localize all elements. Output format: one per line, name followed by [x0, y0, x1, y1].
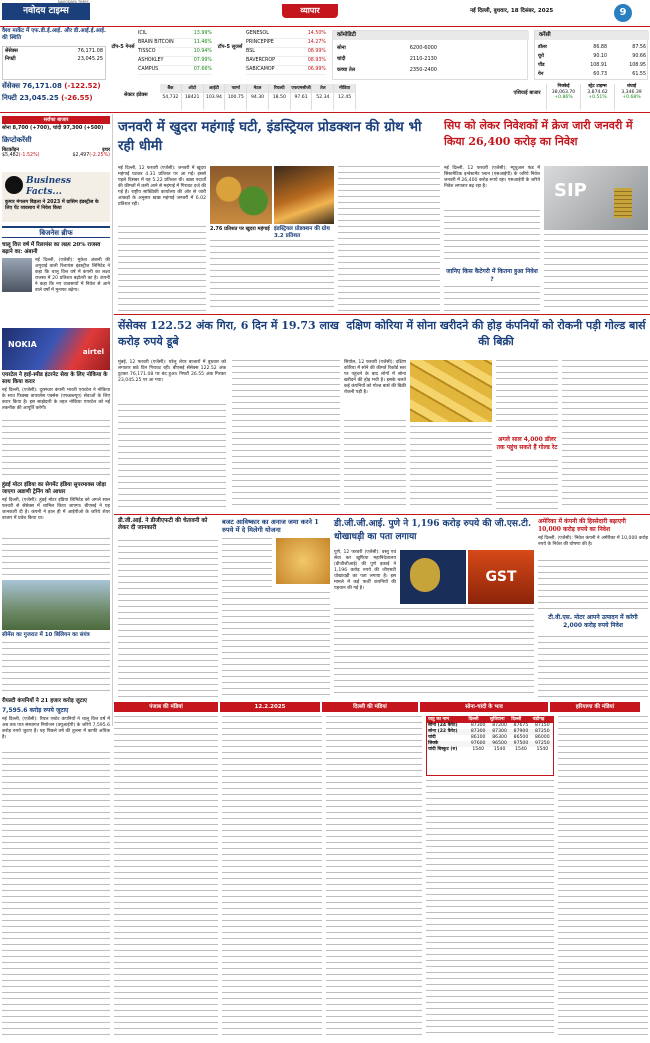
commodity-row	[337, 65, 437, 76]
factory-photo	[274, 166, 334, 224]
commodity-row	[337, 54, 437, 65]
nifty-big-label: निफ्टी	[2, 93, 17, 102]
gold-table-header-cell: दिल्ली	[468, 717, 479, 723]
currency-row	[538, 61, 646, 70]
gold-table-header-cell: दिल्ली	[511, 717, 522, 723]
gold-table-cell: 87675	[513, 723, 529, 729]
main-subhead: 2.76 प्रतिशत पर खुदरा महंगाई	[210, 226, 270, 232]
sector-value: 18421	[184, 95, 200, 100]
mover-change: 14.27%	[307, 40, 326, 45]
sector-cell	[291, 84, 313, 110]
gold-silver-bar: सर्राफा बाजार	[2, 116, 110, 124]
dggi-lines	[334, 608, 534, 698]
world-index-value: 38,063.70	[551, 89, 576, 95]
dggi-body: पुणे, 12 फरवरी (एजेंसी): वस्तु एवं सेवा कर खुफिया महानिदेशालय (डीजीजीआई) की पुणे इकाई ने 1,196 करोड़ रुपये की जीएसटी धोखाधड़ी का पता लगाया है। इस मामले में कई फर्जी कंपनियों की पहचान की गई है।	[334, 550, 396, 591]
korea-col1	[344, 360, 406, 510]
sector-cell	[204, 84, 226, 110]
gold-table-cell: 96500	[492, 741, 507, 747]
nifty-label: निफ्टी	[5, 56, 16, 63]
korea-lines-c	[496, 360, 558, 430]
airtel-photo: NOKIA airtel	[2, 328, 110, 370]
brand-small-label: NAVODAYA TIMES	[58, 0, 89, 4]
sector-name: एफएमसीजी	[291, 86, 311, 91]
mover-row	[138, 57, 212, 66]
sensex-value: 76,171.08	[77, 48, 103, 54]
gold-table-cell: 86000	[535, 735, 550, 741]
currency-title: करेंसी	[539, 32, 551, 38]
currency-sell: 61.55	[632, 71, 646, 77]
budget-title: बजट आविष्कार का अनाज जमा करने 1 रुपये में दे मिलेगी योजना	[222, 518, 319, 534]
dggi-logo-photo	[400, 550, 466, 604]
world-indices	[360, 84, 648, 110]
right-lower-lines	[538, 560, 648, 610]
sip-photo-lines	[544, 234, 648, 312]
gold-table-cell: सोना (22 कैरेट)	[428, 729, 458, 735]
sector-name: रियल्टी	[269, 84, 290, 93]
losers-title: टॉप-5 लूजर्स	[217, 44, 243, 50]
sensex-lines-a	[118, 404, 226, 510]
sensex-body-text: मुंबई, 12 फरवरी (एजेंसी): घरेलू शेयर बाजारों में बुधवार को लगातार छठे दिन गिरावट रही। बीएसई सेंसेक्स 122.52 अंक टूटकर 76,171.08 पर बंद हुआ। निफ्टी 26.55 अंक गिरकर 23,045.25 पर आ गया।	[118, 360, 226, 383]
gold-table-cell: 87200	[492, 723, 507, 729]
sector-cell	[160, 84, 182, 110]
brief-2	[2, 372, 110, 478]
silver-value: 97,300 (+500)	[63, 125, 104, 131]
plant-caption: सीमेंस का गुजरात में 10 बिलियन का संयंत्र	[2, 632, 90, 638]
losers-list	[246, 30, 326, 78]
mover-change: 11.46%	[193, 40, 212, 45]
brief-2-lines	[2, 420, 110, 476]
page-number: 9	[614, 4, 632, 22]
gold-table-cell: 87300	[492, 729, 507, 735]
gold-table-cell: चांदी	[428, 735, 436, 741]
sensex-label: सेंसेक्स	[5, 48, 18, 54]
mover-name: SABICAMOP	[246, 67, 275, 72]
masthead	[0, 0, 650, 26]
gainers-title: टॉप-5 गेनर्स	[111, 44, 135, 50]
gold-value: 8,700 (+700)	[12, 125, 50, 131]
mover-change: 07.66%	[193, 67, 212, 72]
brief-3	[2, 482, 110, 578]
sector-cell	[182, 84, 204, 110]
btc-change: (-1.52%)	[18, 153, 40, 158]
mover-name: BAVERCROP	[246, 58, 276, 63]
world-index-name: शंघाई	[626, 84, 637, 89]
brief-4-value: 7,595.6 करोड़ रुपये जुटाए	[2, 707, 69, 714]
gold-table-cell: 87900	[513, 729, 529, 735]
korea-callout: अगले साल 4,000 डॉलर तक पहुंच सकते हैं गोल्ड रेट	[496, 436, 558, 451]
gold-table-cell: 87250	[535, 729, 550, 735]
brief-3-body: नई दिल्ली, (एजेंसी): हुंडई मोटर इंडिया लिमिटेड को अगले साल फरवरी से सेंसेक्स में शामिल किया जाएगा। बीएसई ने यह जानकारी दी है। कंपनी ने हाल ही में आईपीओ के जरिये शेयर बाजार में प्रवेश किया था।	[2, 498, 110, 521]
brief-2-title: एयरटेल ने हाई-स्पीड इंटरनेट सेवा के लिए नोकिया के साथ किया करार	[2, 372, 108, 385]
sector-table	[124, 84, 356, 110]
brand-logo: नवोदय टाइम्स	[2, 3, 90, 20]
currency-name: पौंड	[538, 62, 545, 68]
sector-name: मीडिया	[334, 84, 355, 93]
mover-change: 14.50%	[307, 31, 326, 36]
commodity-panel	[332, 30, 528, 80]
btc-label: बिटकॉइन	[2, 146, 20, 153]
mandi-gold-lines	[426, 780, 554, 1038]
brief-3-lines	[2, 538, 110, 578]
biz-brief-header	[2, 226, 110, 238]
brief-4-body: नई दिल्ली, (एजेंसी): रियल एस्टेट कंपनियों ने चालू वित्त वर्ष में अब तक पात्र संस्थागत नियोजन (क्यूआईपी) के जरिये 7,595.6 करोड़ रुपये जुटाए हैं। यह पिछले वर्ष की तुलना में काफी अधिक है।	[2, 716, 110, 740]
dggi-title: डी.जी.जी.आई. पुणे ने 1,196 करोड़ रुपये की जी.एस.टी. धोखाधड़ी का पता लगाया	[334, 519, 532, 542]
mover-name: BRAIN BITCOIN	[138, 40, 174, 45]
gold-table-cell: 87300	[470, 729, 486, 735]
gold-table-cell: 97600	[470, 741, 486, 747]
row2-rule	[114, 314, 650, 315]
iip-caption: इंडस्ट्रियल प्रोडक्शन की ग्रोथ 3.2 प्रतिशत	[274, 226, 330, 239]
gold-table-cell: 86100	[470, 735, 486, 741]
brief-1	[2, 242, 110, 326]
masthead-rule	[0, 26, 650, 27]
sector-name: तेल	[312, 84, 333, 93]
sector-value: 100.75	[227, 95, 244, 100]
mover-name: CAMPUS	[138, 67, 159, 72]
sector-value: 54,732	[162, 95, 179, 100]
gold-table-cell: 87300	[470, 723, 486, 729]
crypto-title: क्रिप्टोकरेंसी	[2, 136, 32, 144]
mover-name: PRINCEPIPE	[246, 40, 274, 45]
business-facts	[2, 172, 110, 222]
sector-name: बैंक	[160, 84, 181, 93]
world-index-change: +0.51%	[588, 95, 607, 101]
plant-lines	[2, 642, 110, 694]
world-index-name: निक्केई	[557, 84, 570, 89]
mover-name: ICIL	[138, 31, 147, 36]
nifty-value: 23,045.25	[77, 56, 103, 63]
commodity-name: कच्चा तेल	[337, 67, 356, 74]
gold-rate-table	[426, 716, 554, 776]
sip-body-col1	[444, 166, 540, 312]
world-index-change: +0.68%	[622, 95, 641, 101]
mover-name: GENESOL	[246, 31, 269, 36]
dgft-story	[118, 518, 218, 698]
korea-body: सियोल, 12 फरवरी (एजेंसी): दक्षिण कोरिया में सोने की कीमतें रिकॉर्ड स्तर पर पहुंचने के बाद लोगों में सोना खरीदने की होड़ मची है। इसके चलते कई कंपनियों को गोल्ड बार्स की बिक्री रोकनी पड़ी है।	[344, 360, 406, 395]
commodity-value: 2350-2400	[409, 67, 437, 74]
mover-row	[246, 48, 326, 57]
brief-4-lines	[2, 752, 110, 1036]
commodity-row	[337, 43, 437, 54]
sip-lines-2	[444, 286, 540, 312]
right-lower-body: नई दिल्ली, (एजेंसी): निवेश कंपनी ने अमेरिका में 10,000 करोड़ रुपये के निवेश की घोषणा की है।	[538, 536, 648, 547]
brief-4	[2, 698, 110, 1038]
currency-name: डॉलर	[538, 44, 548, 50]
gold-table-cell: 87150	[535, 723, 550, 729]
right-lower-lines-2	[538, 636, 648, 698]
mandi-tab: सोना-चांदी के भाव	[420, 702, 548, 712]
korea-lines-a	[344, 420, 406, 510]
main-body: नई दिल्ली, 12 फरवरी (एजेंसी): जनवरी में खुदरा महंगाई घटकर 4.31 प्रतिशत पर आ गई। इससे पहले दिसंबर में यह 5.22 प्रतिशत थी। खाद्य पदार्थों की कीमतों में कमी आने से महंगाई में गिरावट दर्ज की गई है। राष्ट्रीय सांख्यिकी कार्यालय की ओर से जारी आंकड़ों के अनुसार खाद्य महंगाई जनवरी में 6.02 प्रतिशत रही।	[118, 166, 206, 207]
sip-headline-box	[444, 118, 648, 162]
right-lower-story	[538, 518, 648, 698]
sensex-small-panel	[2, 46, 106, 80]
left-col-rule	[112, 114, 113, 726]
main-headline: जनवरी में खुदरा महंगाई घटी, इंडस्ट्रियल प्रोडक्शन की ग्रोथ भी रही धीमी	[118, 119, 422, 154]
sector-name: फार्मा	[225, 84, 246, 93]
sensex-headline: सेंसेक्स 122.52 अंक गिरा, 6 दिन में 19.73 लाख करोड़ रुपये डूबे	[118, 319, 339, 348]
gold-table-cell: 97500	[513, 741, 529, 747]
sensex-body	[118, 360, 340, 510]
currency-sell: 108.95	[629, 62, 646, 68]
plant-photo	[2, 580, 110, 630]
mandi-tab: 12.2.2025	[220, 702, 320, 712]
commodity-value: 2110-2130	[409, 56, 437, 63]
brief-1-title: चालू वित्त वर्ष में रिलायंस का लक्ष्य 20% राजस्व बढ़ाने का: अंबानी	[2, 242, 101, 255]
sector-cell	[247, 84, 269, 110]
sector-cell	[312, 84, 334, 110]
sector-cells	[160, 84, 356, 110]
sensex-big-label: सेंसेक्स	[2, 82, 20, 90]
facts-icon	[5, 176, 23, 194]
brief-2-body: नई दिल्ली, (एजेंसी): दूरसंचार कंपनी भारती एयरटेल ने नोकिया के साथ फिक्स्ड वायरलेस एक्सेस (एफडब्ल्यूए) सेवाओं के लिए करार किया है। इस साझेदारी के तहत नोकिया एयरटेल को नई तकनीक की आपूर्ति करेगी।	[2, 388, 110, 411]
mandi-haryana-lines	[558, 716, 648, 1038]
brief-3-title: हुंडई मोटर इंडिया का सेगमेंट इंडिया सुपरमाक्स जोड़ा जाएगा अडाणी ट्रेनिंग को आधार	[2, 482, 106, 495]
dgft-lines	[118, 540, 218, 698]
world-index	[614, 84, 648, 110]
sip-lines	[444, 210, 540, 264]
world-index-name: स्ट्रेट टाइम्स	[588, 84, 607, 89]
silver-label: चांदी	[52, 125, 62, 131]
currency-row	[538, 52, 646, 61]
sector-name: ऑटो	[182, 84, 203, 93]
tvs-subhead: टी.वी.एस. मोटर आपने उत्पादन में करेगी 2,000 करोड़ रुपये निवेश	[548, 614, 638, 629]
mover-name: BSL	[246, 49, 255, 54]
currency-buy: 86.88	[593, 44, 607, 50]
mandi-header-bar	[114, 702, 650, 712]
world-list	[546, 84, 648, 110]
world-index-value: 3,874.62	[587, 89, 608, 95]
eth-value: $2,497	[72, 153, 90, 158]
gold-table-cell: चांदी बिस्कुट (रु)	[428, 747, 458, 753]
gold-table-cell: 97250	[535, 741, 550, 747]
gold-table-cell: 1540	[515, 747, 527, 753]
sensex-big-value: 76,171.08	[22, 82, 62, 90]
mover-name: ASHOKLEY	[138, 58, 164, 63]
sensex-big	[2, 82, 110, 110]
currency-row	[538, 43, 646, 52]
mover-row	[138, 66, 212, 75]
brief-1-body: नई दिल्ली, (एजेंसी): मुकेश अंबानी की अगुवाई वाली रिलायंस इंडस्ट्रीज लिमिटेड ने कहा कि चालू वित्त वर्ष में कंपनी का लक्ष्य राजस्व में 20 प्रतिशत बढ़ोतरी का है। कंपनी ने कहा कि नए व्यवसायों में निवेश से आने वाले वर्षों में मुनाफा बढ़ेगा।	[35, 258, 110, 293]
market-rule	[0, 112, 650, 113]
sensex-big-change: (-122.52)	[64, 82, 101, 90]
currency-list	[538, 43, 646, 79]
gold-table-header-cell: धातु का नाम	[428, 717, 450, 723]
currency-name: यूरो	[538, 53, 544, 59]
vegetable-photo	[210, 166, 272, 224]
sip-coins-photo: SIP	[544, 166, 648, 230]
mover-change: 13.99%	[193, 31, 212, 36]
section-tab: व्यापार	[282, 4, 338, 18]
facts-title: Business Facts...	[26, 176, 72, 198]
sector-cell	[225, 84, 247, 110]
commodity-title: कॉमोडिटी	[337, 32, 356, 38]
main-right-lines	[338, 166, 440, 312]
mover-row	[246, 57, 326, 66]
world-index	[546, 84, 580, 110]
gold-table-cell: 86500	[513, 735, 529, 741]
sector-value: 52.34	[316, 95, 330, 100]
gst-photo: GST	[468, 550, 534, 604]
gold-table-cell: सिक्के	[428, 741, 439, 747]
sip-headline: सिप को लेकर निवेशकों में क्रेज जारी जनवरी में किया 26,400 करोड़ का निवेश	[444, 119, 633, 148]
sector-value: 94.30	[250, 95, 265, 100]
mover-change: 10.94%	[193, 49, 212, 54]
currency-name: येन	[538, 71, 544, 77]
commodity-list	[337, 43, 437, 79]
row3-rule	[114, 514, 650, 515]
gold-label: सोना	[2, 125, 11, 131]
biz-brief-title: बिजनेस ब्रीफ	[39, 229, 73, 237]
gold-bars-photo	[410, 360, 492, 422]
world-label: एशियाई बाजार	[513, 90, 541, 96]
gold-table-cell: 1540	[472, 747, 485, 753]
commodity-name: सोना	[337, 45, 346, 52]
facts-text: कुमार मंगलम बिड़ला ने 2023 में ग्रासिम इंडस्ट्रीज के लिए पेंट व्यवसाय में निवेश किया	[5, 200, 99, 211]
nifty-big-value: 23,045.25	[19, 93, 59, 102]
mandi-delhi-lines	[326, 716, 422, 1038]
main-text-left	[118, 166, 206, 312]
sector-name: आईटी	[204, 84, 225, 93]
mover-row	[246, 39, 326, 48]
mandi-punjab-lines	[114, 716, 218, 1038]
mover-row	[246, 30, 326, 39]
crypto-panel	[2, 136, 110, 168]
grain-photo	[276, 538, 330, 584]
btc-value: $5,482	[2, 153, 19, 158]
mover-change: 07.99%	[193, 58, 212, 63]
mover-change: 08.93%	[307, 58, 326, 63]
gold-rate-grid	[427, 717, 553, 753]
sector-value: 103.94	[205, 95, 222, 100]
dggi-story	[334, 518, 534, 698]
korea-lines-b	[410, 426, 492, 510]
brief-4-title: रीयल्टी कंपनियों ने 21 हजार करोड़ जुटाए	[2, 698, 87, 704]
currency-buy: 60.73	[593, 71, 607, 77]
sector-value: 97.61	[294, 95, 308, 100]
gold-table-row	[427, 747, 553, 753]
mandi-tab: दिल्ली की मंडियां	[322, 702, 418, 712]
currency-buy: 108.91	[590, 62, 607, 68]
mandi-date-lines	[222, 716, 322, 1038]
gold-table-header-cell: लुधियाना	[489, 717, 505, 723]
mover-change: 06.99%	[307, 67, 326, 72]
mover-row	[246, 66, 326, 75]
world-index	[580, 84, 614, 110]
gold-table-cell: सोना (24 कैरेट)	[428, 723, 458, 729]
gold-silver-values: सोना 8,700 (+700), चांदी 97,300 (+500)	[2, 125, 104, 131]
top-losers-panel	[216, 30, 326, 78]
sip-body: नई दिल्ली, 12 फरवरी (एजेंसी): म्यूचुअल फंड में सिस्टमैटिक इन्वेस्टमेंट प्लान (एसआईपी) के जरिये निवेश जनवरी में 26,400 करोड़ रुपये रहा। एसआईपी के जरिये निवेश लगातार बढ़ रहा है।	[444, 166, 540, 189]
right-lower-title: अमेरिका में कंपनी की हिस्सेदारी बढ़ाएगी 10,000 करोड़ रुपये का निवेश	[538, 518, 626, 533]
currency-row	[538, 70, 646, 79]
nifty-big-change: (-26.55)	[61, 93, 93, 102]
currency-sell: 90.66	[632, 53, 646, 59]
mover-change: 08.99%	[307, 49, 326, 54]
sector-value: 12.45	[338, 95, 352, 100]
gold-table-header-cell: चंडीगढ़	[532, 717, 545, 723]
gainers-list	[138, 30, 212, 78]
mover-row	[138, 48, 212, 57]
teaser-box: वैश्व मार्केट में एफ.डी.ई.आई. और डी.आई.ई.आई. की स्थिति	[2, 28, 106, 41]
eth-label: इथर	[102, 146, 110, 153]
mover-row	[138, 30, 212, 39]
world-index-change: +0.86%	[554, 95, 573, 101]
budget-lines-b	[222, 592, 330, 698]
sector-label: सेक्टर इंडेक्स	[124, 92, 148, 98]
sector-cell	[334, 84, 356, 110]
commodity-value: 6200-6000	[409, 45, 437, 52]
currency-panel	[534, 30, 648, 80]
mover-row	[138, 39, 212, 48]
dgft-title: डी.जी.आई. ने डीजीएफटी की चेतावनी को लेकर दी जानकारी	[118, 518, 208, 531]
budget-story	[222, 518, 330, 698]
currency-sell: 87.56	[632, 44, 646, 50]
main-mid-lines	[210, 240, 334, 312]
top-gainers-panel	[110, 30, 212, 78]
sector-cell	[269, 84, 291, 110]
mandi-tab: पंजाब की मंडियां	[114, 702, 218, 712]
sector-value: 18.50	[272, 95, 286, 100]
korea-lines-e	[562, 360, 648, 510]
sector-name: मेटल	[247, 84, 268, 93]
korea-lines-d	[496, 460, 558, 510]
gold-table-cell: 1540	[493, 747, 506, 753]
gold-table-cell: 1540	[536, 747, 549, 753]
korea-headline: दक्षिण कोरिया में सोना खरीदने की होड़ कंपनियों को रोकनी पड़ी गोल्ड बार्स की बिक्री	[346, 319, 646, 348]
mandi-tab: हरियाणा की मंडियां	[550, 702, 640, 712]
budget-lines-a	[222, 538, 272, 588]
main-body-lines	[118, 226, 206, 312]
ambani-photo	[2, 258, 32, 292]
mover-name: TISSCO	[138, 49, 156, 54]
currency-buy: 90.10	[593, 53, 607, 59]
sensex-lines-b	[232, 360, 340, 510]
world-index-value: 3,346.39	[621, 89, 642, 95]
issue-date: नई दिल्ली, बुधवार, 18 दिसंबर, 2025	[470, 8, 554, 14]
gold-table-cell: 86300	[492, 735, 507, 741]
commodity-name: चांदी	[337, 56, 346, 63]
sip-subhead: जानिए किस कैटेगरी में कितना हुआ निवेश ?	[446, 268, 538, 283]
eth-change: (-2.25%)	[89, 153, 110, 158]
